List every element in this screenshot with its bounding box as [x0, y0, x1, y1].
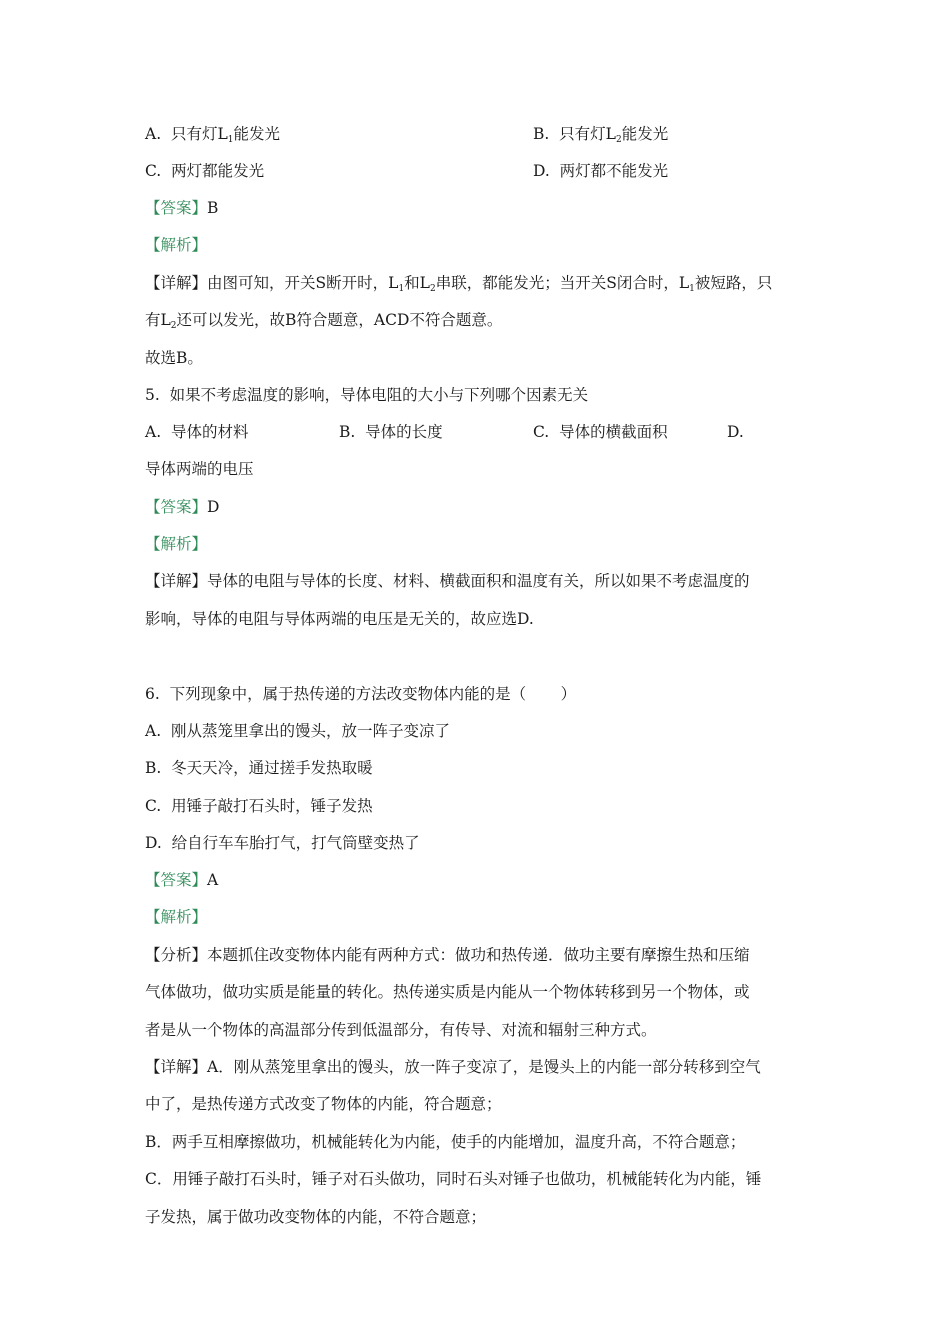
detail-tag: 【详解】	[145, 1058, 208, 1076]
q5-option-a: A. 导体的材料	[145, 423, 249, 441]
q4-detail-line-2: 有$L_2$还可以发光，故B符合题意，ACD不符合题意。	[145, 311, 503, 331]
q4-option-d: D. 两灯都不能发光	[533, 162, 669, 180]
detail-tag: 【详解】	[145, 572, 208, 590]
q5-detail-line-1: 【详解】导体的电阻与导体的长度、材料、横截面积和温度有关，所以如果不考虑温度的	[145, 572, 750, 590]
fenxi-tag: 【分析】	[145, 946, 208, 964]
q6-option-c: C. 用锤子敲打石头时，锤子发热	[145, 797, 373, 815]
answer-value: B	[207, 199, 219, 217]
q6-fenxi-line-2: 气体做功，做功实质是能量的转化。热传递实质是内能从一个物体转移到另一个物体，或	[145, 983, 750, 1001]
q6-analysis-tag: 【解析】	[145, 908, 208, 926]
q6-answer	[145, 869, 218, 891]
q4-option-c: C. 两灯都能发光	[145, 162, 265, 180]
q5-option-c: C. 导体的横截面积	[533, 423, 668, 441]
q4-answer	[145, 197, 218, 219]
q4-conclusion: 故选B。	[145, 349, 203, 367]
q6-detail-line-2: 中了，是热传递方式改变了物体的内能，符合题意；	[145, 1095, 502, 1113]
q6-option-d: D. 给自行车车胎打气，打气筒壁变热了	[145, 834, 420, 852]
answer-value: D	[207, 498, 220, 516]
q4-detail-line-1: 【详解】由图可知，开关S断开时，$L_1$和$L_2$串联，都能发光；当开关S闭合时，$L_1$被短路，只	[145, 274, 773, 294]
q5-option-d-text: 导体两端的电压	[145, 460, 254, 478]
q4-analysis-tag: 【解析】	[145, 236, 208, 254]
q4-option-b: B. 只有灯$L_2$能发光	[533, 125, 669, 145]
q4-option-a: A. 只有灯$L_1$能发光	[145, 125, 281, 145]
q6-option-b: B. 冬天天冷，通过搓手发热取暖	[145, 759, 373, 777]
q6-detail-line-3: B．两手互相摩擦做功，机械能转化为内能，使手的内能增加，温度升高，不符合题意；	[145, 1133, 746, 1151]
answer-tag: 【答案】	[145, 199, 208, 217]
answer-tag: 【答案】	[145, 871, 208, 889]
answer-tag: 【答案】	[145, 498, 208, 516]
q5-analysis-tag: 【解析】	[145, 535, 208, 553]
answer-value: A	[207, 871, 219, 889]
q5-question: 5. 如果不考虑温度的影响，导体电阻的大小与下列哪个因素无关	[145, 386, 589, 404]
q6-option-a: A. 刚从蒸笼里拿出的馒头，放一阵子变凉了	[145, 722, 450, 740]
q6-detail-line-1: 【详解】A．刚从蒸笼里拿出的馒头，放一阵子变凉了，是馒头上的内能一部分转移到空气	[145, 1058, 761, 1076]
q5-answer	[145, 496, 219, 518]
q6-detail-line-5: 子发热，属于做功改变物体的内能，不符合题意；	[145, 1208, 487, 1226]
q6-question: 6. 下列现象中，属于热传递的方法改变物体内能的是（ ）	[145, 685, 577, 703]
q5-option-b: B. 导体的长度	[339, 423, 443, 441]
detail-tag: 【详解】	[145, 274, 208, 292]
q6-detail-line-4: C．用锤子敲打石头时，锤子对石头做功，同时石头对锤子也做功，机械能转化为内能，锤	[145, 1170, 762, 1188]
q6-fenxi-line-1: 【分析】本题抓住改变物体内能有两种方式：做功和热传递．做功主要有摩擦生热和压缩	[145, 946, 750, 964]
q5-detail-line-2: 影响，导体的电阻与导体两端的电压是无关的，故应选D.	[145, 610, 534, 628]
q6-fenxi-line-3: 者是从一个物体的高温部分传到低温部分，有传导、对流和辐射三种方式。	[145, 1021, 657, 1039]
q5-option-d: D.	[727, 423, 744, 441]
